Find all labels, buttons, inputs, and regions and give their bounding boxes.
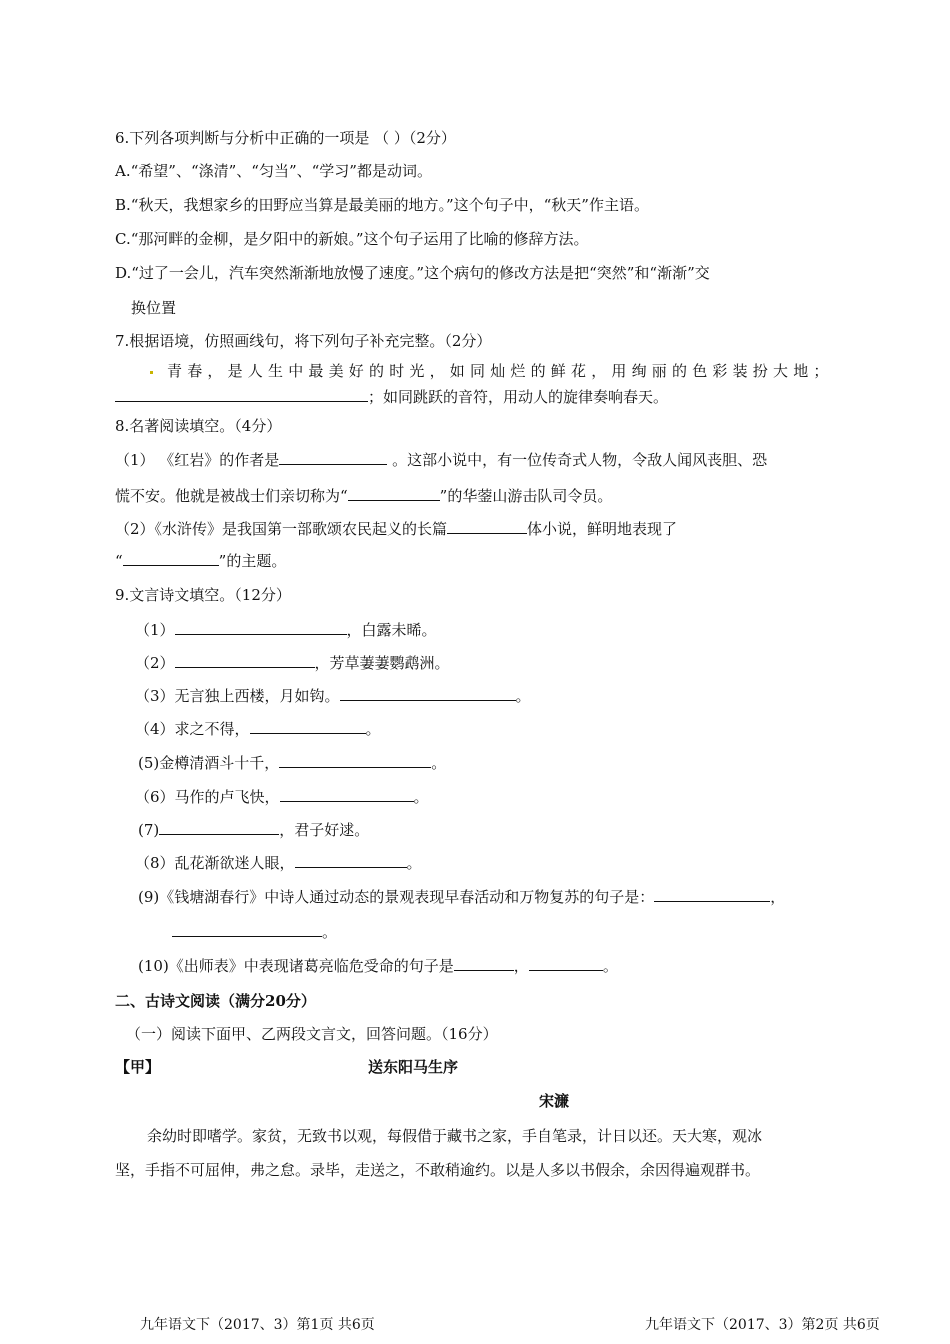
passage-line-1: 余幼时即嗜学。家贫，无致书以观，每假借于藏书之家，手自笔录，计日以还。天大寒，观冰 — [147, 1127, 763, 1145]
q6-stem: 6.下列各项判断与分析中正确的一项是 （ ）（2分） — [115, 129, 456, 147]
q9-item-5: (5)金樽清酒斗十千， 。 — [138, 754, 447, 772]
q9-blank-1[interactable] — [175, 619, 347, 635]
passage-line-2: 坚，手指不可屈伸，弗之怠。录毕，走送之，不敢稍逾约。以是人多以书假余，余因得遍观群书。 — [115, 1161, 761, 1179]
q7-line2: ；如同跳跃的音符，用动人的旋律奏响春天。 — [115, 386, 668, 407]
q6-option-d-cont: 换位置 — [131, 299, 177, 317]
q9-item-10: (10)《出师表》中表现诸葛亮临危受命的句子是 ， 。 — [138, 957, 618, 975]
q9-item-2: （2） ，芳草萋萋鹦鹉洲。 — [135, 654, 450, 672]
q9-blank-10a[interactable] — [454, 955, 514, 971]
q9-item-9-cont: 。 — [172, 921, 337, 942]
q6-option-a: A.“希望”、“涤清”、“匀当”、“学习”都是动词。 — [115, 162, 432, 180]
q9-item-1: （1） ，白露未晞。 — [135, 621, 437, 639]
q8-stem: 8.名著阅读填空。（4分） — [115, 417, 282, 435]
q9-blank-7[interactable] — [159, 819, 279, 835]
q9-blank-3[interactable] — [340, 685, 516, 701]
q8-part1-line1: （1） 《红岩》的作者是 。这部小说中，有一位传奇式人物，令敌人闻风丧胆、恐 — [115, 451, 768, 469]
q6-option-b: B.“秋天，我想家乡的田野应当算是最美丽的地方。”这个句子中，“秋天”作主语。 — [115, 196, 649, 214]
q9-blank-9a[interactable] — [654, 886, 770, 902]
q7-line1 — [150, 361, 834, 381]
q9-stem: 9.文言诗文填空。（12分） — [115, 586, 291, 604]
q9-blank-9b[interactable] — [172, 921, 322, 937]
q7-stem: 7.根据语境，仿照画线句，将下列句子补充完整。（2分） — [115, 332, 492, 350]
footer-page-2: 九年语文下（2017、3）第2页 共6页 — [645, 1317, 880, 1333]
q8-part2-line1: （2）《水浒传》是我国第一部歌颂农民起义的长篇 体小说，鲜明地表现了 — [115, 520, 678, 538]
q9-item-9: (9)《钱塘湖春行》中诗人通过动态的景观表现早春活动和万物复苏的句子是： ， — [138, 888, 786, 906]
q9-item-7: (7) ，君子好逑。 — [138, 821, 370, 839]
q9-item-4: （4）求之不得， 。 — [135, 720, 381, 738]
q8-theme-blank[interactable] — [123, 550, 219, 566]
q9-blank-5[interactable] — [279, 752, 431, 768]
q8-part1-line2: 慌不安。他就是被战士们亲切称为“ ”的华蓥山游击队司令员。 — [115, 487, 613, 505]
q6-option-c: C.“那河畔的金柳，是夕阳中的新娘。”这个句子运用了比喻的修辞方法。 — [115, 230, 589, 248]
q9-blank-6[interactable] — [280, 786, 414, 802]
marker-dot — [150, 371, 153, 374]
q9-blank-4[interactable] — [250, 718, 366, 734]
q9-item-6: （6）马作的卢飞快， 。 — [135, 788, 429, 806]
q7-answer-blank[interactable] — [115, 386, 368, 402]
q9-item-8: （8）乱花渐欲迷人眼， 。 — [135, 854, 422, 872]
passage-title: 送东阳马生序 — [368, 1058, 459, 1076]
section2-subheading: （一）阅读下面甲、乙两段文言文，回答问题。（16分） — [126, 1025, 498, 1043]
section2-heading: 二、古诗文阅读（满分20分） — [115, 992, 316, 1010]
q8-part2-line2: “ ”的主题。 — [115, 552, 287, 570]
q9-blank-8[interactable] — [295, 852, 407, 868]
passage-label-jia: 【甲】 — [115, 1058, 161, 1076]
q7-underlined-sentence: 青春，是人生中最美好的时光，如同灿烂的鲜花，用绚丽的色彩装扮大地； — [167, 362, 834, 380]
q6-option-d: D.“过了一会儿，汽车突然渐渐地放慢了速度。”这个病句的修改方法是把“突然”和“渐渐”交 — [115, 264, 710, 282]
q8-author-blank[interactable] — [279, 449, 387, 465]
q8-genre-blank[interactable] — [447, 518, 527, 534]
passage-author: 宋濂 — [539, 1092, 570, 1110]
q9-item-3: （3）无言独上西楼，月如钩。 。 — [135, 687, 531, 705]
q9-blank-2[interactable] — [175, 652, 315, 668]
q8-nickname-blank[interactable] — [348, 485, 440, 501]
footer-page-1: 九年语文下（2017、3）第1页 共6页 — [140, 1317, 375, 1333]
q9-blank-10b[interactable] — [529, 955, 603, 971]
